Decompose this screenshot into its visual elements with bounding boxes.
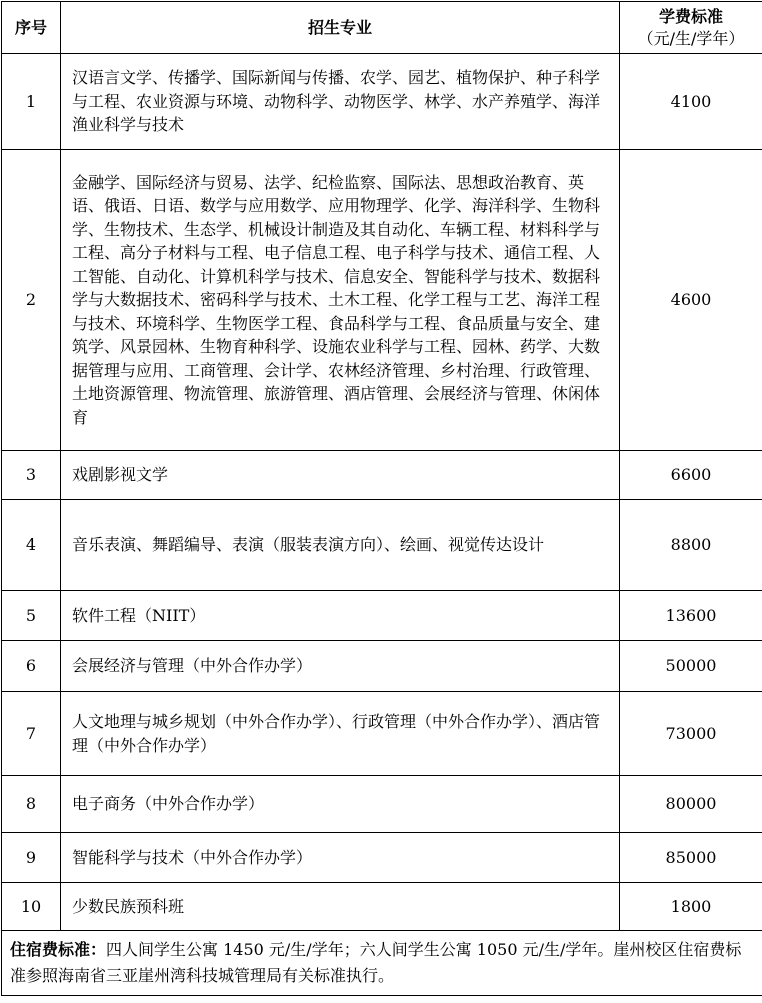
header-fee-unit: （元/生/学年）: [620, 28, 762, 50]
row-number: 5: [2, 591, 61, 641]
row-fee: 1800: [620, 883, 762, 931]
footer-row: [2, 931, 762, 996]
accommodation-text: 四人间学生公寓 1450 元/生/学年；六人间学生公寓 1050 元/生/学年。崖州校区住宿费标准参照海南省三亚崖州湾科技城管理局有关标准执行。: [10, 940, 741, 985]
row-number: 9: [2, 833, 61, 883]
header-no: 序号: [2, 2, 61, 54]
row-fee: 80000: [620, 776, 762, 833]
row-major: 软件工程（NIIT）: [61, 591, 620, 641]
table-row: [2, 776, 762, 833]
tuition-table: [1, 1, 762, 996]
row-major: 少数民族预科班: [61, 883, 620, 931]
table-row: [2, 150, 762, 451]
table-row: [2, 883, 762, 931]
header-fee-title: 学费标准: [620, 6, 762, 28]
table-row: [2, 500, 762, 591]
header-row: [2, 2, 762, 54]
header-major: 招生专业: [61, 2, 620, 54]
row-number: 2: [2, 150, 61, 451]
row-number: 10: [2, 883, 61, 931]
row-major: 会展经济与管理（中外合作办学）: [61, 641, 620, 692]
table-row: [2, 54, 762, 150]
row-major: 智能科学与技术（中外合作办学）: [61, 833, 620, 883]
row-number: 8: [2, 776, 61, 833]
row-major: 电子商务（中外合作办学）: [61, 776, 620, 833]
row-fee: 85000: [620, 833, 762, 883]
row-fee: 73000: [620, 692, 762, 776]
row-major: 汉语言文学、传播学、国际新闻与传播、农学、园艺、植物保护、种子科学与工程、农业资源与环境、动物科学、动物医学、林学、水产养殖学、海洋渔业科学与技术: [61, 54, 620, 150]
row-fee: 6600: [620, 451, 762, 500]
row-major: 音乐表演、舞蹈编导、表演（服装表演方向）、绘画、视觉传达设计: [61, 500, 620, 591]
row-major: 人文地理与城乡规划（中外合作办学）、行政管理（中外合作办学）、酒店管理（中外合作办学）: [61, 692, 620, 776]
table-row: [2, 692, 762, 776]
row-fee: 8800: [620, 500, 762, 591]
row-number: 3: [2, 451, 61, 500]
table-row: [2, 451, 762, 500]
accommodation-note: [2, 931, 762, 996]
table-row: [2, 591, 762, 641]
row-fee: 4600: [620, 150, 762, 451]
accommodation-label: 住宿费标准：: [10, 940, 106, 959]
row-major: 金融学、国际经济与贸易、法学、纪检监察、国际法、思想政治教育、英语、俄语、日语、数学与应用数学、应用物理学、化学、海洋科学、生物科学、生物技术、生态学、机械设计制造及其自动化、车辆工程、材料科学与工程、高分子材料与工程、电子信息工程、电子科学与技术、通信工程、人工智能、自动化、计算机科学与技术、信息安全、智能科学与技术、数据科学与大数据技术、密码科学与技术、土木工程、化学工程与工艺、海洋工程与技术、环境科学、生物医学工程、食品科学与工程、食品质量与安全、建筑学、风景园林、生物育种科学、设施农业科学与工程、园林、药学、大数据管理与应用、工商管理、会计学、农林经济管理、乡村治理、行政管理、土地资源管理、物流管理、旅游管理、酒店管理、会展经济与管理、休闲体育: [61, 150, 620, 451]
header-fee: [620, 2, 762, 54]
row-major: 戏剧影视文学: [61, 451, 620, 500]
row-number: 4: [2, 500, 61, 591]
table-row: [2, 833, 762, 883]
table-row: [2, 641, 762, 692]
row-number: 6: [2, 641, 61, 692]
row-fee: 4100: [620, 54, 762, 150]
row-number: 7: [2, 692, 61, 776]
row-number: 1: [2, 54, 61, 150]
row-fee: 50000: [620, 641, 762, 692]
row-fee: 13600: [620, 591, 762, 641]
